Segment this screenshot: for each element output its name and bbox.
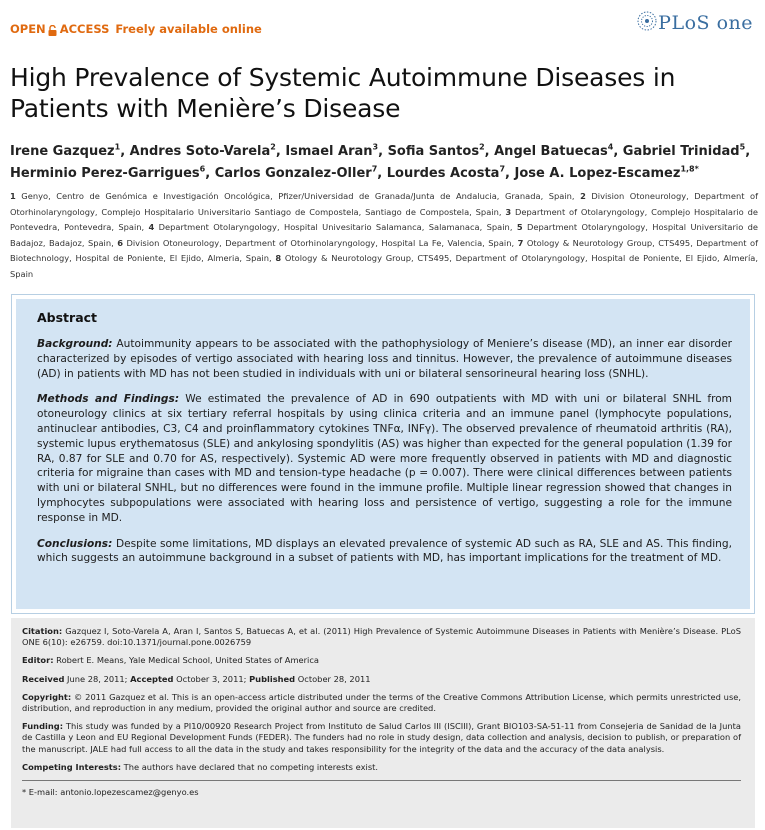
affiliations	[10, 189, 758, 283]
journal-logo-text: PLoS one	[658, 12, 753, 34]
abstract-heading: Abstract	[37, 310, 98, 325]
accepted-label: Accepted	[130, 673, 174, 684]
accepted-date: October 3, 2011;	[176, 673, 247, 684]
journal-logo[interactable]	[636, 10, 753, 36]
author-name-text: Ismael Aran	[285, 144, 373, 159]
published-label: Published	[249, 673, 296, 684]
author-name-text: Andres Soto-Varela	[129, 144, 271, 159]
affiliation-text: Genyo, Centro de Genómica e Investigación Oncológica, Pfizer/Universidad de Granada/Junta de Andalucia, Granada, Spain,	[15, 191, 581, 201]
copyright-text: © 2011 Gazquez et al. This is an open-access article distributed under the terms of the Creative Commons Attribution License, which permits unrestricted use, distribution, and reproduction in any medium, provided the original author and source are credited.	[22, 691, 742, 714]
author-affiliation-marker: 4	[607, 142, 614, 152]
methods-text: We estimated the prevalence of AD in 690 outpatients with MD with uni or bilateral SNHL from otoneurology clinics at six tertiary referral hospitals by using clinica criteria and an immune panel (lymphocyte populations, antinuclear antibodies, C3, C4 and proinflammatory cytokines TNFα, INFγ). The observed prevalence of rheumatoid arthritis (RA), systemic lupus erythematosus (SLE) and ankylosing spondylitis (AS) was higher than expected for the general population (1.39 for RA, 0.87 for SLE and 0.70 for AS, respectively). Systemic AD were more frequently observed in patients with MD and diagnostic criteria for migraine than cases with MD and tension-type headache (p = 0.007). There were clinical differences between patients with uni or bilateral SNHL, but no differences were found in the immune profile. Multiple linear regression showed that changes in lymphocytes subpopulations were associated with hearing loss and persistence of vertigo, suggesting a role for the immune response in MD.	[37, 393, 733, 524]
author-name[interactable]	[215, 166, 378, 181]
affiliation-text: Division Otoneurology, Department of Otorhinolaryngology, Complejo Hospitalario Universitario Santiago de Compostela, Santiago de Compostela, Spain,	[10, 191, 758, 217]
author-name-text: Angel Batuecas	[494, 144, 608, 159]
affiliation-text: Department Otolaryngology, Hospital Universitario de Badajoz, Badajoz, Spain,	[10, 222, 759, 248]
competing-text: The authors have declared that no competing interests exist.	[123, 761, 379, 772]
published-date: October 28, 2011	[297, 673, 371, 684]
affiliation-number: 4	[148, 222, 155, 233]
open-lock-icon	[48, 25, 57, 36]
affiliation-text: Otology & Neurotology Group, CTS495, Department of Otolaryngology, Hospital de Poniente, El Ejido, Almería, Spain	[10, 253, 758, 279]
open-access-banner	[10, 22, 262, 36]
article-title: High Prevalence of Systemic Autoimmune Diseases in Patients with Menière’s Disease	[10, 63, 676, 123]
author-affiliation-marker: 2	[270, 142, 276, 152]
editor-text: Robert E. Means, Yale Medical School, United States of America	[56, 655, 320, 666]
author-name[interactable]	[10, 144, 120, 159]
abstract-background	[37, 337, 732, 381]
competing-label: Competing Interests:	[22, 761, 122, 772]
affiliation-text: Otology & Neurotology Group, CTS495, Department of Biotechnology, Hospital de Poniente, El Ejido, Almeria, Spain,	[10, 237, 758, 264]
copyright-label: Copyright:	[22, 691, 72, 702]
author-name-text: Lourdes Acosta	[386, 166, 500, 181]
author-name-text: Herminio Perez-Garrigues	[10, 166, 200, 181]
author-name[interactable]	[494, 144, 613, 159]
author-name[interactable]	[10, 166, 205, 181]
background-label: Background:	[37, 338, 113, 350]
open-label: OPEN	[10, 22, 46, 36]
globe-icon	[636, 10, 658, 36]
dates	[22, 674, 741, 685]
author-name-text: Carlos Gonzalez-Oller	[214, 166, 372, 181]
funding-label: Funding:	[22, 721, 64, 732]
author-name[interactable]	[388, 144, 485, 159]
received-label: Received	[22, 673, 65, 684]
author-list: Irene Gazquez$^1$, Andres Soto-Varela$^2$, Ismael Aran$^3$, Sofia Santos$^2$, Angel Batuecas$^4$, Gabriel Trinidad$^5$, Herminio Perez-Garrigues$^6$, Carlos Gonzalez-Oller$^7$, Lourdes Acosta$^7$, Jose A. Lopez-Escamez$^{1,8*}$	[10, 142, 751, 181]
author-name-text: Irene Gazquez	[10, 144, 115, 159]
affiliation-number: 6	[117, 237, 124, 248]
access-label: ACCESS	[59, 22, 110, 36]
divider	[22, 780, 741, 781]
author-affiliation-marker: 1	[114, 142, 121, 152]
corresponding-email[interactable]: * E-mail: antonio.lopezescamez@genyo.es	[22, 787, 199, 798]
background-text: Autoimmunity appears to be associated with the pathophysiology of Meniere’s disease (MD), an inner ear disorder characterized by episodes of vertigo associated with hearing loss and tinnitus. However, the prevalence of autoimmune diseases (AD) in patients with MD has not been studied in individuals with uni or bilateral sensorineural hearing loss (SNHL).	[37, 338, 732, 380]
author-affiliation-marker: 6	[199, 164, 206, 174]
conclusions-text: Despite some limitations, MD displays an elevated prevalence of systemic AD such as RA, SLE and AS. This finding, which suggests an autoimmune background in a subset of patients with MD, has important implications for the treatment of MD.	[37, 537, 732, 565]
author-affiliation-marker: 1,8*	[680, 164, 699, 174]
author-name[interactable]	[387, 166, 505, 181]
affiliation-number: 2	[580, 191, 586, 201]
received-date: June 28, 2011;	[67, 673, 128, 684]
abstract-panel	[16, 299, 750, 609]
author-affiliation-marker: 7	[499, 164, 506, 174]
copyright	[22, 692, 741, 714]
affiliation-number: 7	[517, 237, 524, 248]
affiliation-number: 1	[10, 191, 16, 201]
funding-text: This study was funded by a PI10/00920 Research Project from Instituto de Salud Carlos III (ISCIII), Grant BIO103-SA-51-11 from Consejeria de Sanidad de la Junta de Castilla y Leon and EU Regional Development Funds (FEDER). The funders had no role in study design, data collection and analysis, decision to publish, or preparation of the manuscript. JALE had full access to all the data in the study and takes responsibility for the integrity of the data and the accuracy of the data analysis.	[22, 721, 741, 754]
affiliation-number: 5	[516, 222, 523, 233]
affiliation-text: Division Otoneurology, Department of Otorhinolaryngology, Hospital La Fe, Valencia, Spain,	[123, 237, 518, 248]
freely-available-label: Freely available online	[115, 22, 262, 36]
affiliation-number: 3	[505, 206, 512, 217]
author-affiliation-marker: 3	[372, 142, 379, 152]
author-name[interactable]	[130, 144, 276, 159]
author-affiliation-marker: 5	[739, 142, 746, 152]
author-affiliation-marker: 7	[371, 164, 378, 174]
affiliation-number: 8	[275, 253, 282, 264]
author-name[interactable]	[623, 144, 745, 159]
citation	[22, 626, 741, 648]
competing-interests	[22, 762, 741, 773]
conclusions-label: Conclusions:	[37, 537, 113, 550]
affiliation-text: Department Otolaryngology, Hospital Univesitario Salamanca, Salamanaca, Spain,	[154, 222, 517, 233]
citation-text: Gazquez I, Soto-Varela A, Aran I, Santos S, Batuecas A, et al. (2011) High Prevalence of Systemic Autoimmune Diseases in Patients with Menière’s Disease. PLoS ONE 6(10): e26759. doi:10.1371/journal.pone.0026759	[22, 626, 741, 648]
author-name-text: Sofia Santos	[387, 144, 480, 159]
abstract-methods	[37, 392, 732, 525]
methods-label: Methods and Findings:	[37, 393, 180, 406]
citation-label: Citation:	[22, 626, 63, 636]
author-affiliation-marker: 2	[479, 142, 485, 152]
author-name[interactable]	[285, 144, 378, 159]
abstract-box	[11, 294, 755, 614]
affiliation-text: Department of Otolaryngology, Complejo Hospitalario de Pontevedra, Pontevedra, Spain,	[10, 206, 758, 233]
editor	[22, 655, 741, 666]
author-name[interactable]	[515, 166, 699, 181]
funding	[22, 721, 741, 755]
author-name-text: Jose A. Lopez-Escamez	[514, 166, 681, 181]
abstract-conclusions	[37, 537, 732, 567]
editor-label: Editor:	[22, 655, 54, 666]
author-name-text: Gabriel Trinidad	[622, 144, 740, 159]
article-metadata	[11, 618, 755, 828]
